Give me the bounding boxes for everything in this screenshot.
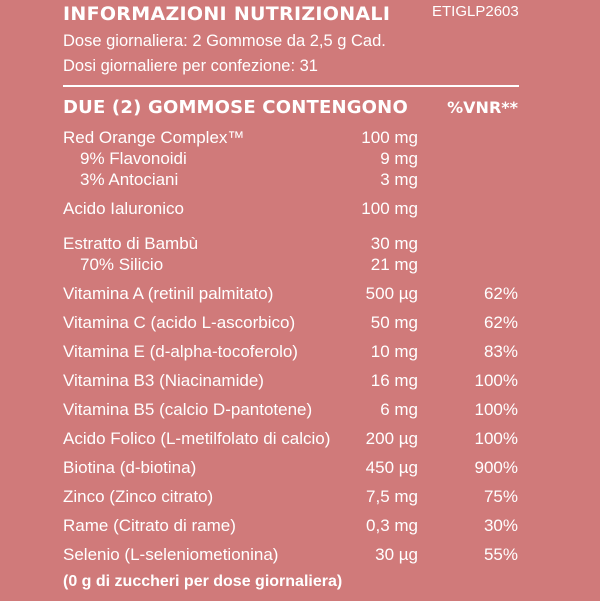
table-row xyxy=(0,400,600,422)
label-title: INFORMAZIONI NUTRIZIONALI xyxy=(63,3,391,25)
nutrient-amount: 6 mg xyxy=(380,400,418,419)
nutrient-name: Estratto di Bambù xyxy=(63,234,199,253)
nutrient-amount: 450 µg xyxy=(365,458,418,477)
header-divider xyxy=(63,85,519,87)
nutrient-vnr: 55% xyxy=(483,545,518,564)
nutrient-amount: 10 mg xyxy=(370,342,418,361)
nutrient-name: 70% Silicio xyxy=(80,255,164,274)
nutrient-name: Acido Folico (L-metilfolato di calcio) xyxy=(63,429,331,448)
nutrient-vnr: 100% xyxy=(474,371,518,390)
nutrient-vnr: 62% xyxy=(483,284,518,303)
nutrient-amount: 50 mg xyxy=(370,313,418,332)
nutrient-amount: 100 mg xyxy=(361,199,418,218)
daily-dose-line: Dose giornaliera: 2 Gommose da 2,5 g Cad. xyxy=(63,32,386,50)
nutrient-vnr: 75% xyxy=(483,487,518,506)
table-section-title: DUE (2) GOMMOSE CONTENGONO xyxy=(63,97,408,118)
nutrient-amount: 30 µg xyxy=(375,545,418,564)
nutrient-name: Vitamina E (d-alpha-tocoferolo) xyxy=(63,342,298,361)
vnr-column-header: %VNR** xyxy=(447,98,518,117)
nutrient-amount: 21 mg xyxy=(370,255,418,274)
nutrient-name: Red Orange Complex™ xyxy=(63,128,245,147)
nutrient-name: Biotina (d-biotina) xyxy=(63,458,197,477)
table-row xyxy=(0,234,600,256)
nutrient-name: Zinco (Zinco citrato) xyxy=(63,487,214,506)
nutrient-name: 9% Flavonoidi xyxy=(80,149,187,168)
nutrient-name: Acido Ialuronico xyxy=(63,199,184,218)
sugar-note: (0 g di zuccheri per dose giornaliera) xyxy=(63,573,343,590)
nutrient-amount: 200 µg xyxy=(365,429,418,448)
table-row xyxy=(0,284,600,306)
nutrient-name: Vitamina B5 (calcio D-pantotene) xyxy=(63,400,313,419)
nutrient-name: Rame (Citrato di rame) xyxy=(63,516,236,535)
table-row xyxy=(0,313,600,335)
nutrient-amount: 3 mg xyxy=(380,170,418,189)
nutrient-vnr: 100% xyxy=(474,400,518,419)
nutrient-amount: 30 mg xyxy=(370,234,418,253)
table-row xyxy=(0,128,600,150)
nutrient-name: Vitamina C (acido L-ascorbico) xyxy=(63,313,296,332)
table-row xyxy=(0,429,600,451)
nutrient-vnr: 83% xyxy=(483,342,518,361)
nutrient-amount: 500 µg xyxy=(365,284,418,303)
table-row xyxy=(0,516,600,538)
nutrient-name: Selenio (L-seleniometionina) xyxy=(63,545,279,564)
nutrient-name: Vitamina A (retinil palmitato) xyxy=(63,284,274,303)
nutrient-amount: 16 mg xyxy=(370,371,418,390)
table-row xyxy=(0,458,600,480)
table-row xyxy=(0,170,600,192)
table-row xyxy=(0,487,600,509)
nutrient-amount: 7,5 mg xyxy=(366,487,418,506)
table-row xyxy=(0,545,600,567)
nutrient-name: Vitamina B3 (Niacinamide) xyxy=(63,371,264,390)
nutrient-vnr: 62% xyxy=(483,313,518,332)
nutrient-amount: 9 mg xyxy=(380,149,418,168)
nutrient-vnr: 30% xyxy=(483,516,518,535)
table-row xyxy=(0,199,600,221)
nutrient-amount: 100 mg xyxy=(361,128,418,147)
nutrient-vnr: 900% xyxy=(474,458,518,477)
table-row xyxy=(0,255,600,277)
table-row xyxy=(0,371,600,393)
doses-per-pack-line: Dosi giornaliere per confezione: 31 xyxy=(63,57,318,75)
table-row xyxy=(0,342,600,364)
table-row xyxy=(0,149,600,171)
nutrient-name: 3% Antociani xyxy=(80,170,179,189)
product-code: ETIGLP2603 xyxy=(432,3,519,20)
nutrient-vnr: 100% xyxy=(474,429,518,448)
nutrient-amount: 0,3 mg xyxy=(366,516,418,535)
